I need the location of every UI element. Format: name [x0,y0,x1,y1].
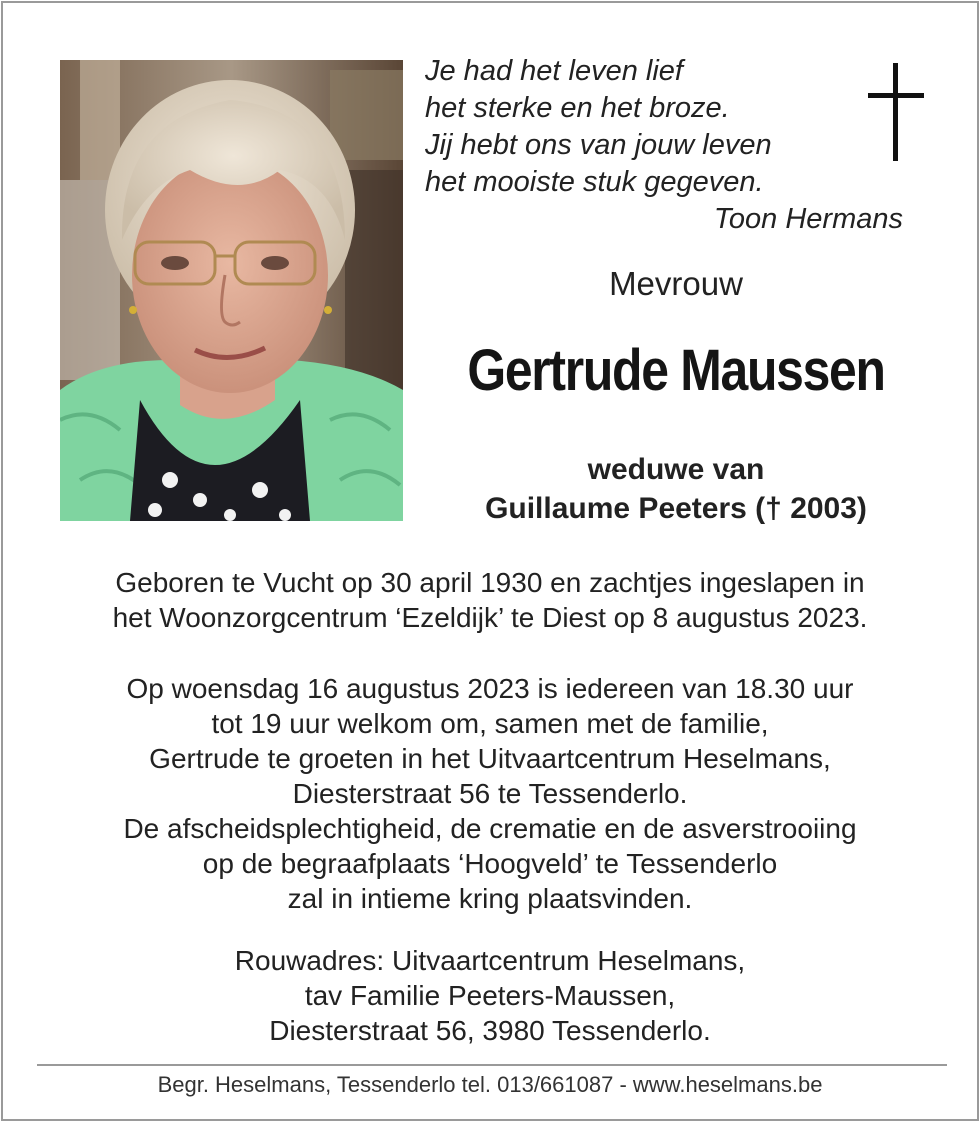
footer-divider [37,1064,947,1066]
poem-line: het sterke en het broze. [425,92,730,124]
cross-icon [868,63,924,161]
ceremony-line: op de begraafplaats ‘Hoogveld’ te Tessenderlo [202,848,778,879]
birth-line: Geboren te Vucht op 30 april 1930 en zachtjes ingeslapen in [115,567,865,598]
ceremony-line: De afscheidsplechtigheid, de crematie en de asverstrooiing [123,813,857,844]
address-line: Rouwadres: Uitvaartcentrum Heselmans, [234,945,746,976]
deceased-name: Gertrude Maussen [467,338,885,403]
obituary-card [1,1,979,1121]
poem-line: Je had het leven lief [425,55,683,87]
ceremony-line: Diesterstraat 56 te Tessenderlo. [292,778,688,809]
poem-line: het mooiste stuk gegeven. [425,166,764,198]
honorific-title: Mevrouw [609,265,743,302]
ceremony-line: tot 19 uur welkom om, samen met de familie, [211,708,769,739]
spouse-info [421,450,931,528]
ceremony-details [3,671,977,916]
birth-line: het Woonzorgcentrum ‘Ezeldijk’ te Diest op 8 augustus 2023. [112,602,868,633]
ceremony-line: zal in intieme kring plaatsvinden. [287,883,693,914]
spouse-name: Guillaume Peeters († 2003) [485,492,867,525]
poem-author: Toon Hermans [713,203,903,235]
ceremony-line: Op woensdag 16 augustus 2023 is iedereen van 18.30 uur [126,673,854,704]
memorial-poem [425,53,905,238]
portrait-photo [60,60,403,521]
portrait-illustration [60,60,403,521]
mourning-address [3,943,977,1048]
funeral-director-footer: Begr. Heselmans, Tessenderlo tel. 013/661087 - www.heselmans.be [157,1072,823,1097]
ceremony-line: Gertrude te groeten in het Uitvaartcentrum Heselmans, [149,743,831,774]
address-line: Diesterstraat 56, 3980 Tessenderlo. [269,1015,711,1046]
birth-death-notice [3,565,977,635]
address-line: tav Familie Peeters-Maussen, [304,980,676,1011]
poem-line: Jij hebt ons van jouw leven [425,129,772,161]
spouse-label: weduwe van [587,453,765,486]
